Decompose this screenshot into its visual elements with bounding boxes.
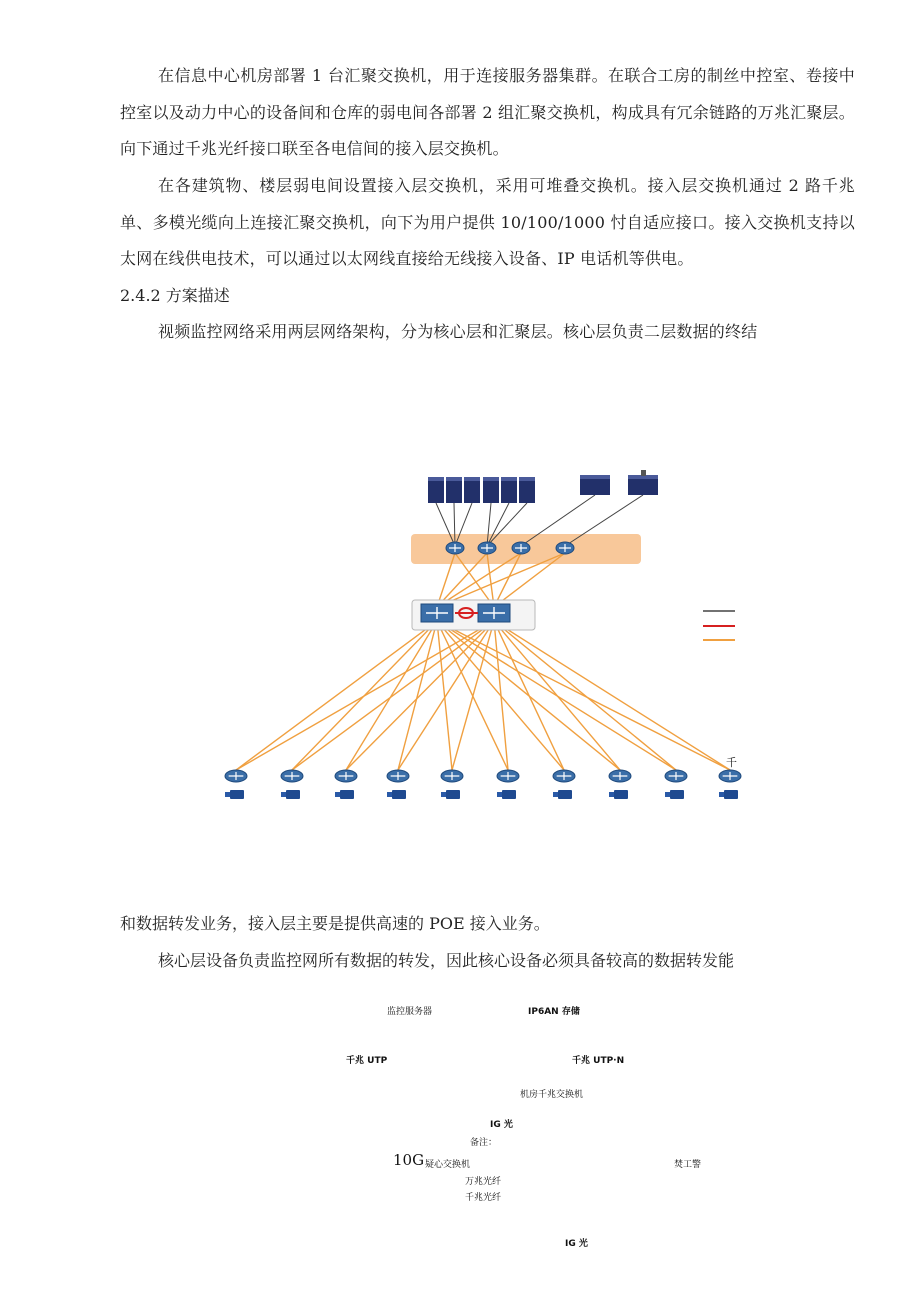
camera-lens <box>665 792 670 797</box>
access-link <box>346 621 437 770</box>
camera-icon <box>230 790 244 799</box>
label-remark: 备注： <box>470 1138 498 1148</box>
paragraph-access-layer: 在各建筑物、楼层弱电间设置接入层交换机，采用可堆叠交换机。接入层交换机通过 2 路千兆单、多模光缆向上连接汇聚交换机，向下为用户提供 10/100/1000 忖自适应接口。接入交换机支持以太网在线供电技术，可以通过以太网线直接给无线接入设备、IP 电话机等供电。 <box>120 176 855 268</box>
label-tengig-fiber: 万兆光纤 <box>465 1177 502 1187</box>
camera-lens <box>719 792 724 797</box>
camera-icon <box>502 790 516 799</box>
camera-lens <box>225 792 230 797</box>
access-link <box>236 621 437 770</box>
camera-lens <box>387 792 392 797</box>
camera-icon <box>670 790 684 799</box>
camera-lens <box>497 792 502 797</box>
label-monitor-server: 监控服务器 <box>387 1007 433 1017</box>
camera-icon <box>392 790 406 799</box>
paragraph-core-layer: 核心层设备负责监控网所有数据的转发，因此核心设备必须具备较高的数据转发能 <box>158 951 735 970</box>
access-link <box>437 621 730 770</box>
label-alarm: 焚工警 <box>674 1160 702 1170</box>
camera-icon <box>286 790 300 799</box>
label-ig-light-2: IG 光 <box>565 1239 588 1249</box>
label-ig-light-1: IG 光 <box>490 1120 513 1130</box>
access-link <box>292 621 437 770</box>
label-utp-right: 千兆 UTP·N <box>572 1056 625 1066</box>
label-core-switch: 疑心交换机 <box>425 1160 471 1170</box>
paragraph-aggregation-layer: 在信息中心机房部署 1 台汇聚交换机，用于连接服务器集群。在联合工房的制丝中控室、卷接中控室以及动力中心的设备间和仓库的弱电间各部署 2 组汇聚交换机，构成具有冗余链路的万兆汇聚层。向下通过千兆光纤接口联至各电信间的接入层交换机。 <box>120 66 855 158</box>
camera-icon <box>724 790 738 799</box>
storage-top <box>580 475 610 479</box>
label-room-switch: 机房千兆交换机 <box>520 1090 584 1100</box>
access-link <box>437 621 564 770</box>
label-core-prefix: 10G <box>393 1151 425 1169</box>
section-heading: 2.4.2 方案描述 <box>120 286 230 305</box>
server-cabinet-top <box>519 477 535 481</box>
access-link <box>437 621 452 770</box>
label-utp-left: 千兆 UTP <box>346 1056 388 1066</box>
access-link <box>398 621 437 770</box>
server-cabinet-top <box>464 477 480 481</box>
camera-lens <box>553 792 558 797</box>
camera-icon <box>340 790 354 799</box>
label-ipsan-storage: IP6AN 存储 <box>528 1007 580 1017</box>
server-cabinet-top <box>483 477 499 481</box>
camera-icon <box>614 790 628 799</box>
server-cabinet-top <box>428 477 444 481</box>
camera-lens <box>281 792 286 797</box>
paragraph-scheme-start: 视频监控网络采用两层网络架构，分为核心层和汇聚层。核心层负责二层数据的终结 <box>158 322 758 341</box>
camera-icon <box>446 790 460 799</box>
paragraph-scheme-cont: 和数据转发业务，接入层主要是提供高速的 POE 接入业务。 <box>120 914 550 933</box>
label-gig-fiber: 千兆光纤 <box>465 1193 502 1203</box>
camera-lens <box>441 792 446 797</box>
camera-icon <box>558 790 572 799</box>
server-cabinet-top <box>446 477 462 481</box>
camera-lens <box>609 792 614 797</box>
storage-antenna <box>641 470 646 476</box>
camera-stray-label: 千 <box>726 756 737 769</box>
camera-lens <box>335 792 340 797</box>
server-cabinet-top <box>501 477 517 481</box>
